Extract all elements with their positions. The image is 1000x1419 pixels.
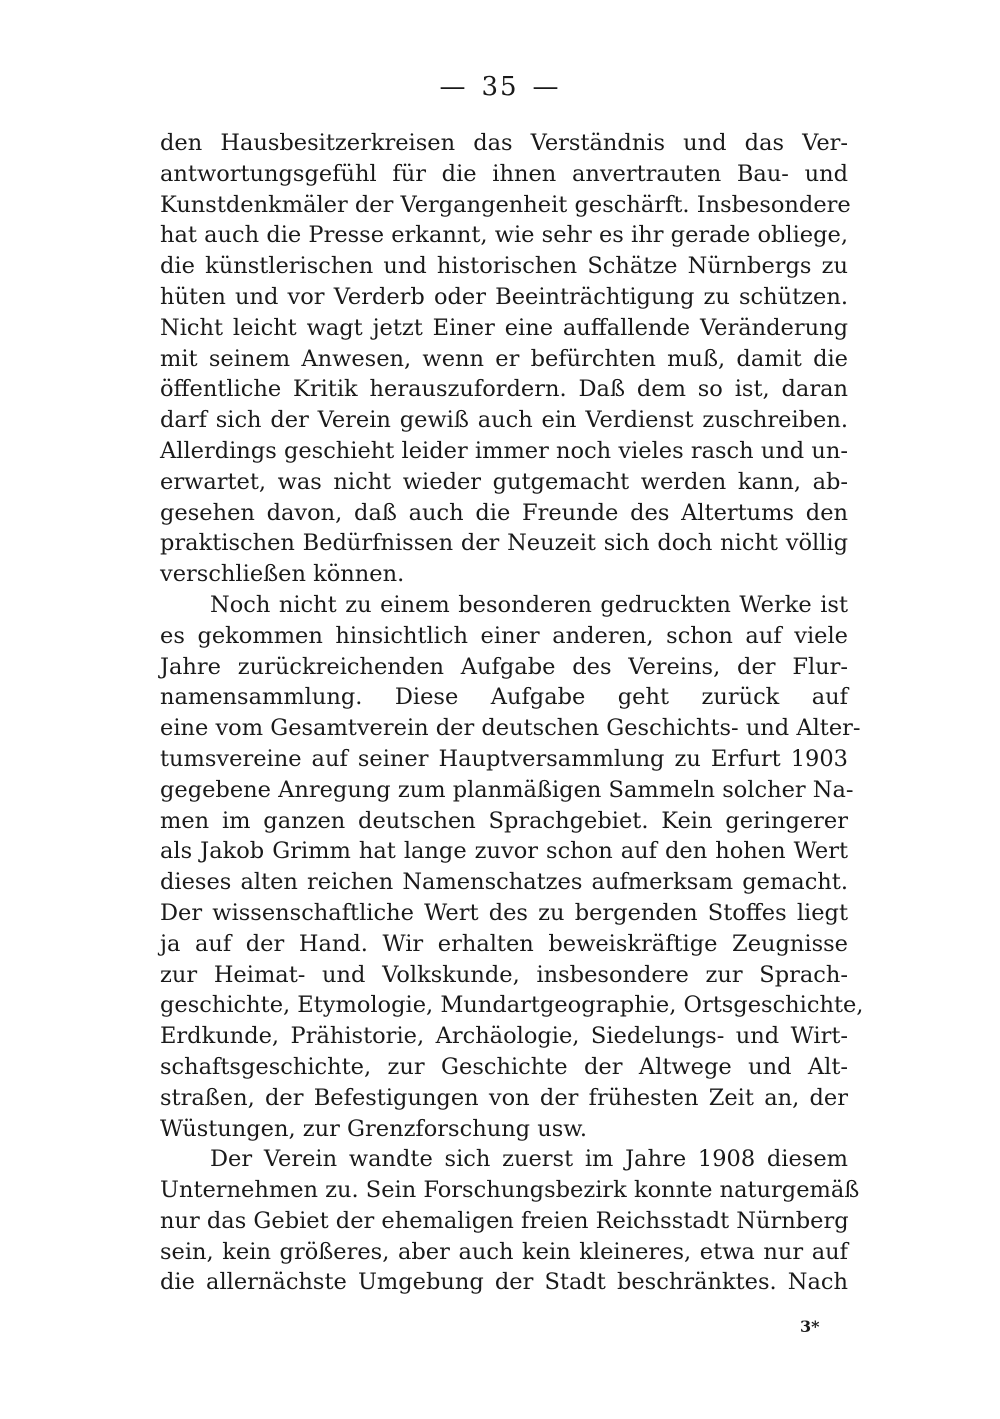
text-line: Jahre zurückreichenden Aufgabe des Vereins, der Flur- bbox=[160, 653, 848, 680]
text-line: geschichte, Etymologie, Mundartgeographie, Ortsgeschichte, bbox=[160, 992, 864, 1019]
page-header bbox=[0, 72, 1000, 102]
text-line: zur Heimat- und Volkskunde, insbesondere zur Sprach- bbox=[160, 961, 848, 988]
text-line: gegebene Anregung zum planmäßigen Sammeln solcher Na- bbox=[160, 776, 854, 803]
text-line: nur das Gebiet der ehemaligen freien Reichsstadt Nürnberg bbox=[160, 1207, 849, 1234]
header-dash-right: — bbox=[532, 72, 561, 102]
text-line: Erdkunde, Prähistorie, Archäologie, Siedelungs- und Wirt- bbox=[160, 1023, 848, 1050]
signature-mark: 3* bbox=[800, 1317, 820, 1336]
text-line: Der Verein wandte sich zuerst im Jahre 1908 diesem bbox=[210, 1146, 848, 1173]
text-line: Wüstungen, zur Grenzforschung usw. bbox=[160, 1115, 588, 1142]
text-line: Unternehmen zu. Sein Forschungsbezirk konnte naturgemäß bbox=[160, 1177, 860, 1204]
text-line: namensammlung. Diese Aufgabe geht zurück auf bbox=[160, 684, 848, 711]
header-dash-left: — bbox=[439, 72, 468, 102]
paragraph-1 bbox=[160, 128, 851, 590]
text-line: ja auf der Hand. Wir erhalten beweiskräftige Zeugnisse bbox=[160, 930, 848, 957]
text-line: gesehen davon, daß auch die Freunde des Altertums den bbox=[160, 499, 848, 526]
text-line: Noch nicht zu einem besonderen gedruckten Werke ist bbox=[210, 591, 848, 618]
text-line: hat auch die Presse erkannt, wie sehr es ihr gerade obliege, bbox=[160, 222, 848, 249]
text-line: die allernächste Umgebung der Stadt beschränktes. Nach bbox=[160, 1269, 848, 1296]
text-line: sein, kein größeres, aber auch kein kleineres, etwa nur auf bbox=[160, 1238, 848, 1265]
text-line: eine vom Gesamtverein der deutschen Geschichts- und Alter- bbox=[160, 715, 861, 742]
text-line: praktischen Bedürfnissen der Neuzeit sich doch nicht völlig bbox=[160, 530, 848, 557]
text-line: es gekommen hinsichtlich einer anderen, schon auf viele bbox=[160, 622, 848, 649]
text-line: die künstlerischen und historischen Schätze Nürnbergs zu bbox=[160, 253, 848, 280]
text-line: darf sich der Verein gewiß auch ein Verdienst zuschreiben. bbox=[160, 407, 848, 434]
paragraph-2 bbox=[160, 590, 864, 1144]
text-line: hüten und vor Verderb oder Beeinträchtigung zu schützen. bbox=[160, 283, 848, 310]
text-line: Nicht leicht wagt jetzt Einer eine auffallende Veränderung bbox=[160, 314, 848, 341]
text-line: schaftsgeschichte, zur Geschichte der Altwege und Alt- bbox=[160, 1053, 848, 1080]
text-line: erwartet, was nicht wieder gutgemacht werden kann, ab- bbox=[160, 468, 848, 495]
text-line: Allerdings geschieht leider immer noch vieles rasch und un- bbox=[160, 437, 848, 464]
text-line: Kunstdenkmäler der Vergangenheit geschärft. Insbesondere bbox=[160, 191, 851, 218]
text-line: verschließen können. bbox=[160, 561, 405, 588]
text-line: antwortungsgefühl für die ihnen anvertrauten Bau- und bbox=[160, 160, 848, 187]
page-number: 35 bbox=[481, 72, 519, 102]
paragraph-3 bbox=[160, 1144, 860, 1298]
text-line: Der wissenschaftliche Wert des zu bergenden Stoffes liegt bbox=[160, 899, 848, 926]
text-line: den Hausbesitzerkreisen das Verständnis und das Ver- bbox=[160, 130, 848, 156]
text-line: tumsvereine auf seiner Hauptversammlung zu Erfurt 1903 bbox=[160, 745, 848, 772]
text-line: mit seinem Anwesen, wenn er befürchten muß, damit die bbox=[160, 345, 848, 372]
text-line: men im ganzen deutschen Sprachgebiet. Kein geringerer bbox=[160, 807, 848, 834]
text-line: dieses alten reichen Namenschatzes aufmerksam gemacht. bbox=[160, 869, 848, 896]
text-line: öffentliche Kritik herauszufordern. Daß dem so ist, daran bbox=[160, 376, 848, 403]
body-text bbox=[160, 128, 864, 1298]
text-line: als Jakob Grimm hat lange zuvor schon auf den hohen Wert bbox=[160, 838, 848, 865]
text-line: straßen, der Befestigungen von der frühesten Zeit an, der bbox=[160, 1084, 848, 1111]
